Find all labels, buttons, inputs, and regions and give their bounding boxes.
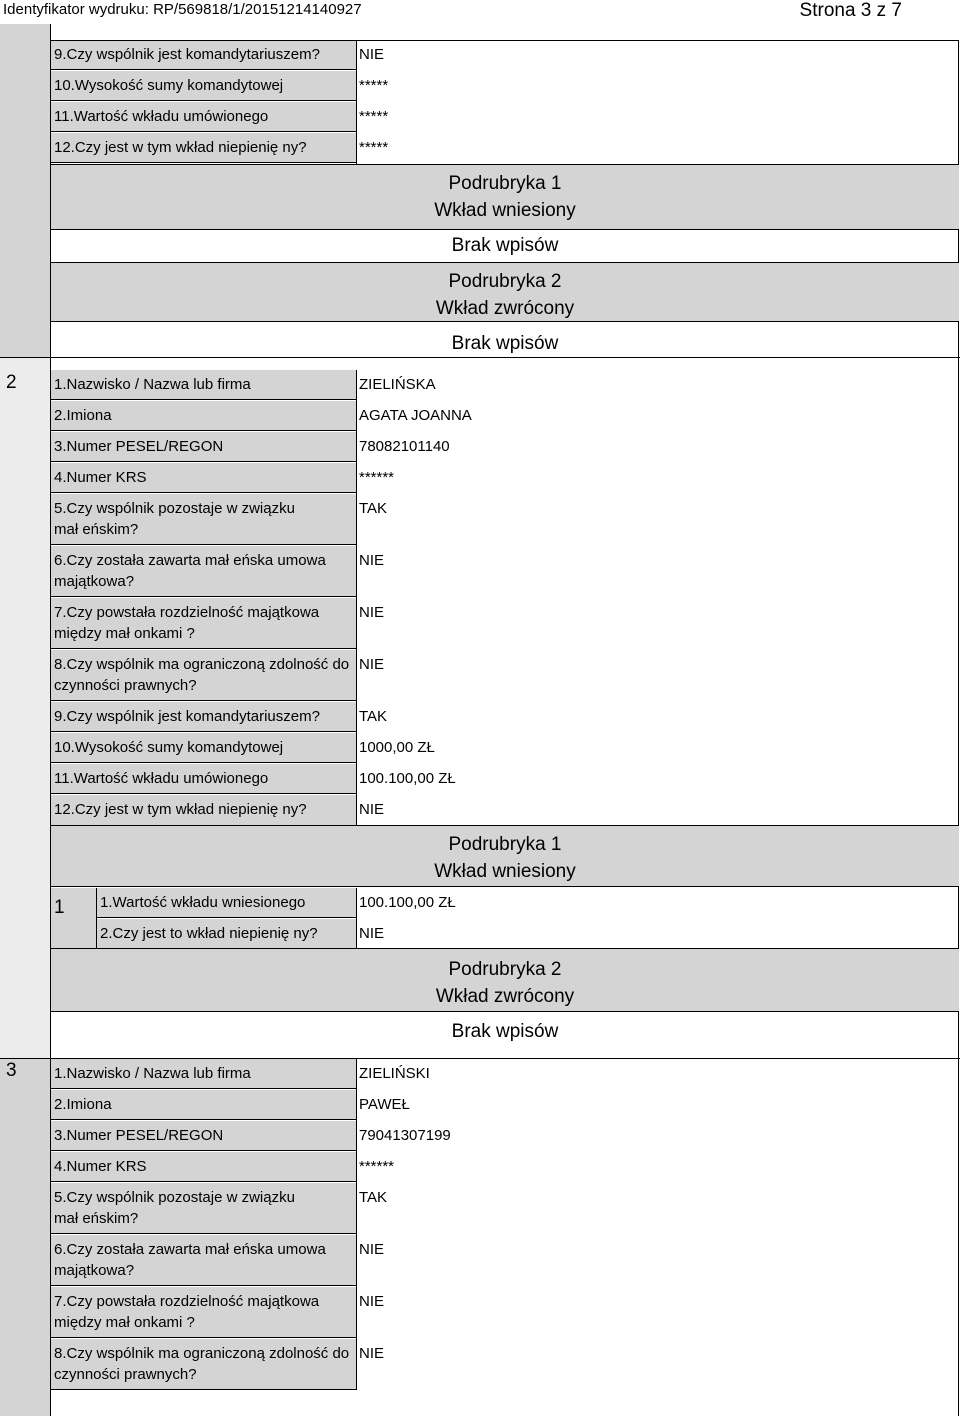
row-label-cell (51, 1183, 356, 1234)
subsection-header (51, 825, 959, 887)
subsection-subtitle: Wkład zwrócony (435, 986, 575, 1007)
row-value: ***** (359, 108, 389, 125)
row-label: 12.Czy jest w tym wkład niepienię ny? (54, 139, 307, 156)
partner-number: 2 (6, 372, 17, 393)
partner2-rows (51, 370, 960, 830)
row-value: NIE (359, 801, 385, 818)
row-label: 7.Czy powstała rozdzielność majątkowa (54, 1293, 320, 1310)
row-label-cell (51, 650, 356, 701)
row-value: ***** (359, 77, 389, 94)
row-value: 78082101140 (359, 438, 450, 455)
row-label: 5.Czy wspólnik pozostaje w związku (54, 1189, 295, 1206)
row-label-cell (51, 733, 356, 763)
row-label: 2.Imiona (54, 407, 112, 424)
row-value: TAK (359, 500, 388, 517)
subsection-title: Podrubryka 2 (448, 271, 562, 292)
row-label: 5.Czy wspólnik pozostaje w związku (54, 500, 295, 517)
subsection-subtitle: Wkład zwrócony (435, 298, 575, 319)
row-label: 10.Wysokość sumy komandytowej (54, 77, 284, 94)
row-label-continuation: mał eńskim? (54, 521, 139, 538)
row-label-cell (51, 1059, 356, 1089)
row-label: 4.Numer KRS (54, 469, 147, 486)
row-label-cell (51, 795, 356, 825)
row-label-cell (51, 1287, 356, 1338)
row-value: 100.100,00 ZŁ (359, 770, 456, 787)
row-label-cell (51, 494, 356, 545)
row-value: 79041307199 (359, 1127, 451, 1144)
row-value: NIE (359, 925, 385, 942)
row-label-cell (51, 1235, 356, 1286)
row-label: 6.Czy została zawarta mał eńska umowa (54, 552, 326, 569)
row-value: PAWEŁ (359, 1096, 410, 1113)
row-label-cell (51, 370, 356, 400)
row-label: 9.Czy wspólnik jest komandytariuszem? (54, 46, 320, 63)
row-label-cell (51, 702, 356, 732)
row-label-cell (51, 1339, 356, 1390)
row-label-continuation: czynności prawnych? (54, 677, 197, 694)
row-value: 1000,00 ZŁ (359, 739, 435, 756)
row-value: ZIELIŃSKA (359, 376, 436, 393)
row-label-continuation: mał eńskim? (54, 1210, 139, 1227)
row-label-continuation: czynności prawnych? (54, 1366, 197, 1383)
subsection-title: Podrubryka 1 (448, 834, 562, 855)
row-value: NIE (359, 1241, 385, 1258)
row-value: 100.100,00 ZŁ (359, 894, 456, 911)
row-label: 7.Czy powstała rozdzielność majątkowa (54, 604, 320, 621)
subsection-header (51, 262, 959, 322)
row-label-cell (97, 919, 356, 948)
row-label-cell (51, 463, 356, 493)
row-label-cell (51, 432, 356, 462)
entry-number: 1 (54, 897, 65, 918)
row-label: 1.Wartość wkładu wniesionego (100, 894, 306, 911)
subsection-subtitle: Wkład wniesiony (434, 200, 576, 221)
subsection-header (51, 948, 959, 1012)
row-label-continuation: majątkowa? (54, 1262, 135, 1279)
empty-entries: Brak wpisów (451, 1021, 559, 1042)
subsection-title: Podrubryka 1 (448, 173, 562, 194)
row-value: TAK (359, 708, 388, 725)
row-label: 8.Czy wspólnik ma ograniczoną zdolność do (54, 656, 350, 673)
row-label: 11.Wartość wkładu umówionego (54, 770, 269, 787)
row-value: AGATA JOANNA (359, 407, 472, 424)
row-label-continuation: majątkowa? (54, 573, 135, 590)
row-label-cell (51, 764, 356, 794)
row-label-cell (51, 401, 356, 431)
partner-number: 3 (6, 1060, 17, 1081)
row-label: 8.Czy wspólnik ma ograniczoną zdolność do (54, 1345, 350, 1362)
row-label-cell (97, 888, 356, 918)
row-label-cell (51, 102, 356, 132)
row-label-cell (51, 40, 356, 70)
row-label-cell (51, 1090, 356, 1120)
partner2-divider (0, 357, 960, 358)
row-label-cell (51, 1121, 356, 1151)
row-label-continuation: między mał onkami ? (54, 1314, 195, 1331)
row-label-cell (51, 546, 356, 597)
row-value: NIE (359, 1293, 385, 1310)
row-label-cell (51, 71, 356, 101)
row-value: ZIELIŃSKI (359, 1065, 430, 1082)
row-value: NIE (359, 552, 385, 569)
row-label: 1.Nazwisko / Nazwa lub firma (54, 1065, 251, 1082)
row-value: ****** (359, 469, 395, 486)
subsection-subtitle: Wkład wniesiony (434, 861, 576, 882)
row-label: 3.Numer PESEL/REGON (54, 438, 224, 455)
row-value: ***** (359, 139, 389, 156)
row-label: 2.Imiona (54, 1096, 112, 1113)
row-label: 11.Wartość wkładu umówionego (54, 108, 269, 125)
row-label: 1.Nazwisko / Nazwa lub firma (54, 376, 251, 393)
empty-entries: Brak wpisów (451, 235, 559, 256)
row-value: TAK (359, 1189, 388, 1206)
row-label: 12.Czy jest w tym wkład niepienię ny? (54, 801, 307, 818)
row-value: NIE (359, 604, 385, 621)
subsection-title: Podrubryka 2 (448, 959, 562, 980)
row-label-cell (51, 133, 356, 163)
empty-entries: Brak wpisów (451, 333, 559, 354)
print-identifier: Identyfikator wydruku: RP/569818/1/20151214140927 (3, 1, 362, 18)
row-label: 10.Wysokość sumy komandytowej (54, 739, 284, 756)
row-label: 6.Czy została zawarta mał eńska umowa (54, 1241, 326, 1258)
row-label-continuation: między mał onkami ? (54, 625, 195, 642)
row-label-cell (51, 1152, 356, 1182)
row-value: NIE (359, 656, 385, 673)
row-label: 3.Numer PESEL/REGON (54, 1127, 224, 1144)
row-value: ****** (359, 1158, 395, 1175)
row-label: 9.Czy wspólnik jest komandytariuszem? (54, 708, 320, 725)
row-label: 2.Czy jest to wkład niepienię ny? (100, 925, 318, 942)
row-label: 4.Numer KRS (54, 1158, 147, 1175)
partner3-rows (51, 1059, 960, 1389)
subsection-header (51, 164, 959, 230)
page-number: Strona 3 z 7 (799, 0, 902, 21)
row-label-cell (51, 598, 356, 649)
row-value: NIE (359, 46, 385, 63)
row-value: NIE (359, 1345, 385, 1362)
